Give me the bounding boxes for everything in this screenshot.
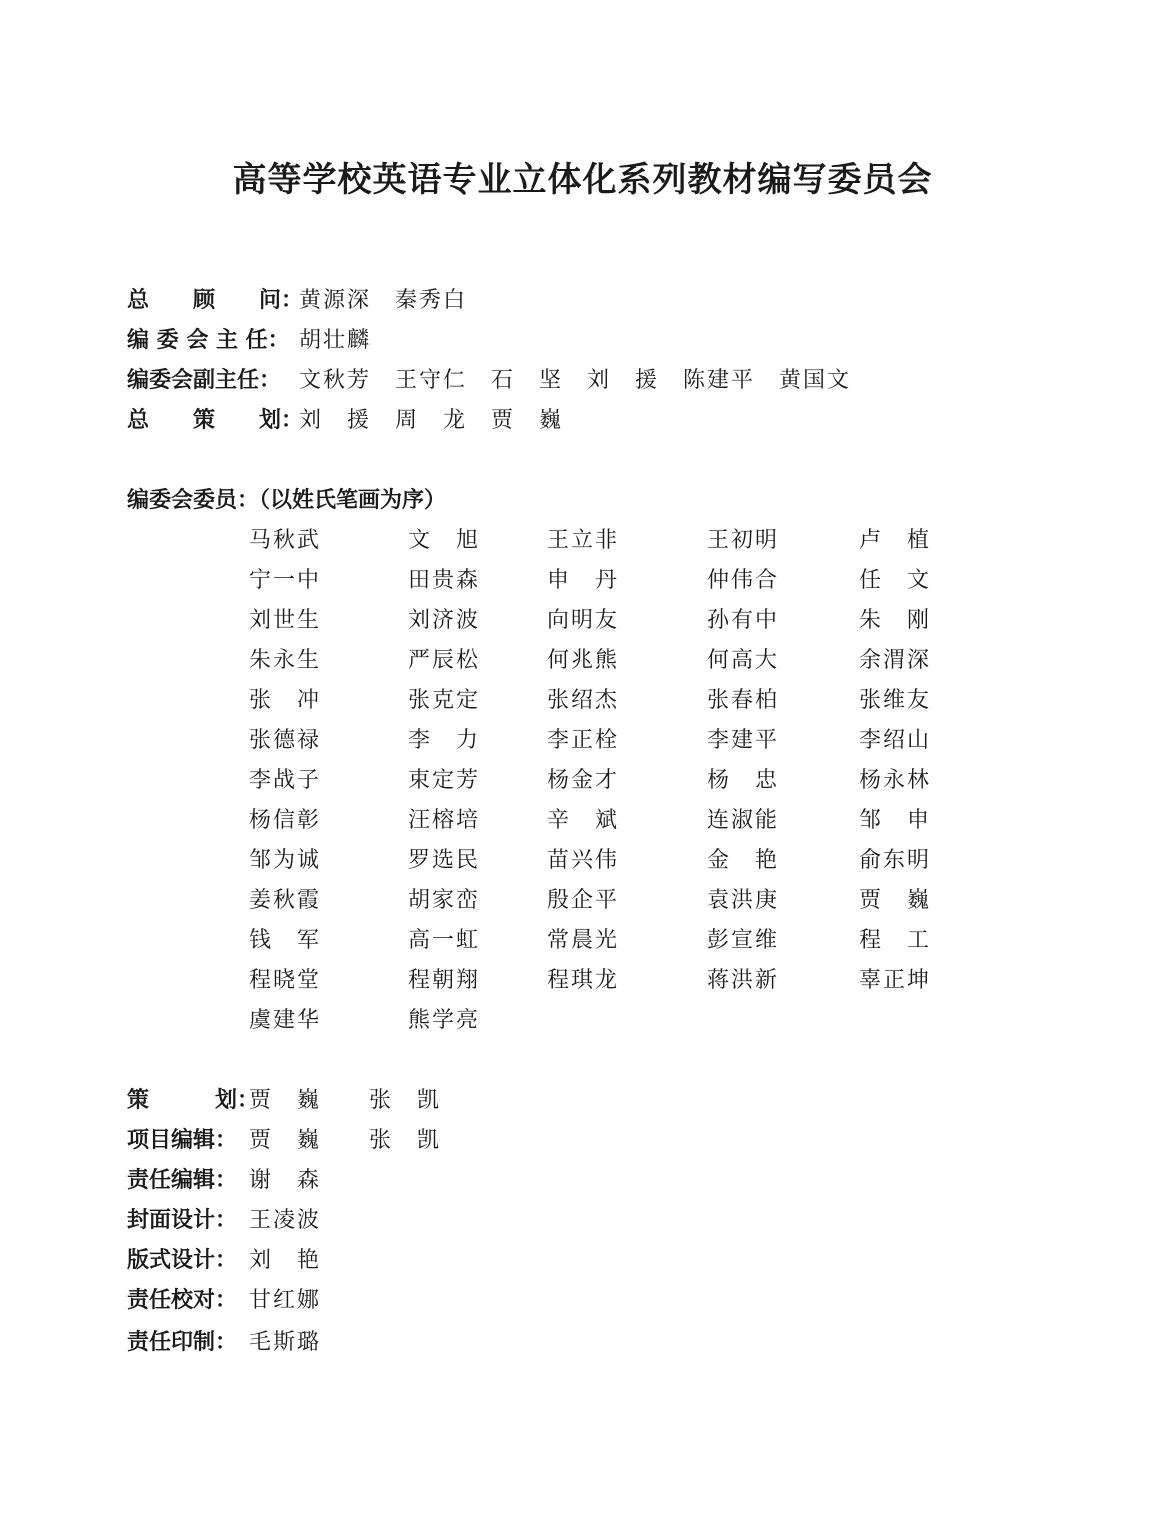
role-value: 甘红娜 bbox=[249, 1288, 322, 1313]
role-label: 责任印制： bbox=[127, 1330, 238, 1355]
members-row bbox=[249, 1001, 949, 1041]
role-value: 胡壮麟 bbox=[299, 328, 372, 353]
member-name: 张绍杰 bbox=[547, 688, 620, 713]
members-row bbox=[249, 641, 949, 681]
member-name: 王初明 bbox=[707, 528, 780, 553]
member-name: 张 冲 bbox=[249, 688, 322, 713]
member-name: 杨 忠 bbox=[707, 768, 780, 793]
members-row bbox=[249, 761, 949, 801]
member-name: 张德禄 bbox=[249, 728, 322, 753]
member-name: 刘济波 bbox=[408, 608, 481, 633]
members-row bbox=[249, 881, 949, 921]
member-name: 张维友 bbox=[859, 688, 932, 713]
member-name: 常晨光 bbox=[547, 928, 620, 953]
member-name: 余渭深 bbox=[859, 648, 932, 673]
members-heading: 编委会委员：（以姓氏笔画为序） bbox=[127, 488, 447, 513]
member-name: 束定芳 bbox=[408, 768, 481, 793]
role-value: 贾 巍 张 凯 bbox=[249, 1088, 442, 1113]
member-name: 杨信彰 bbox=[249, 808, 322, 833]
member-name: 程晓堂 bbox=[249, 968, 322, 993]
members-row bbox=[249, 801, 949, 841]
role-label: 版式设计： bbox=[127, 1248, 238, 1273]
members-row bbox=[249, 601, 949, 641]
role-label: 总 顾 问： bbox=[127, 288, 304, 313]
member-name: 李正栓 bbox=[547, 728, 620, 753]
member-name: 杨永林 bbox=[859, 768, 932, 793]
role-value: 黄源深 秦秀白 bbox=[299, 288, 468, 313]
member-name: 王立非 bbox=[547, 528, 620, 553]
role-label: 责任校对： bbox=[127, 1288, 238, 1313]
member-name: 程朝翔 bbox=[408, 968, 481, 993]
member-name: 李战子 bbox=[249, 768, 322, 793]
member-name: 仲伟合 bbox=[707, 568, 780, 593]
member-name: 辛 斌 bbox=[547, 808, 620, 833]
members-row bbox=[249, 561, 949, 601]
member-name: 张春柏 bbox=[707, 688, 780, 713]
role-value: 毛斯璐 bbox=[249, 1330, 322, 1355]
member-name: 程 工 bbox=[859, 928, 932, 953]
members-row bbox=[249, 681, 949, 721]
member-name: 张克定 bbox=[408, 688, 481, 713]
member-name: 严辰松 bbox=[408, 648, 481, 673]
member-name: 宁一中 bbox=[249, 568, 322, 593]
role-value: 文秋芳 王守仁 石 坚 刘 援 陈建平 黄国文 bbox=[299, 368, 852, 393]
members-row bbox=[249, 841, 949, 881]
member-name: 向明友 bbox=[547, 608, 620, 633]
member-name: 彭宣维 bbox=[707, 928, 780, 953]
member-name: 何高大 bbox=[707, 648, 780, 673]
role-value: 王凌波 bbox=[249, 1208, 322, 1233]
member-name: 李建平 bbox=[707, 728, 780, 753]
member-name: 刘世生 bbox=[249, 608, 322, 633]
role-label: 封面设计： bbox=[127, 1208, 238, 1233]
member-name: 贾 巍 bbox=[859, 888, 932, 913]
member-name: 申 丹 bbox=[547, 568, 620, 593]
member-name: 卢 植 bbox=[859, 528, 932, 553]
member-name: 连淑能 bbox=[707, 808, 780, 833]
role-value: 刘 援 周 龙 贾 巍 bbox=[299, 408, 564, 433]
member-name: 孙有中 bbox=[707, 608, 780, 633]
member-name: 虞建华 bbox=[249, 1008, 322, 1033]
member-name: 李 力 bbox=[408, 728, 481, 753]
role-label: 总 策 划： bbox=[127, 408, 304, 433]
member-name: 金 艳 bbox=[707, 848, 780, 873]
member-name: 杨金才 bbox=[547, 768, 620, 793]
member-name: 胡家峦 bbox=[408, 888, 481, 913]
member-name: 程琪龙 bbox=[547, 968, 620, 993]
members-grid bbox=[249, 521, 949, 1041]
role-label: 项目编辑： bbox=[127, 1128, 238, 1153]
member-name: 苗兴伟 bbox=[547, 848, 620, 873]
members-row bbox=[249, 521, 949, 561]
role-value: 谢 森 bbox=[249, 1168, 322, 1193]
member-name: 袁洪庚 bbox=[707, 888, 780, 913]
member-name: 任 文 bbox=[859, 568, 932, 593]
member-name: 俞东明 bbox=[859, 848, 932, 873]
members-row bbox=[249, 921, 949, 961]
role-label: 策 划： bbox=[127, 1088, 260, 1113]
role-label: 编委会副主任： bbox=[127, 368, 282, 393]
member-name: 熊学亮 bbox=[408, 1008, 481, 1033]
member-name: 辜正坤 bbox=[859, 968, 932, 993]
member-name: 高一虹 bbox=[408, 928, 481, 953]
members-row bbox=[249, 721, 949, 761]
role-label: 编 委 会 主 任： bbox=[127, 328, 290, 353]
member-name: 李绍山 bbox=[859, 728, 932, 753]
role-value: 贾 巍 张 凯 bbox=[249, 1128, 442, 1153]
member-name: 邹 申 bbox=[859, 808, 932, 833]
member-name: 田贵森 bbox=[408, 568, 481, 593]
role-label: 责任编辑： bbox=[127, 1168, 238, 1193]
member-name: 罗选民 bbox=[408, 848, 481, 873]
members-row bbox=[249, 961, 949, 1001]
member-name: 朱 刚 bbox=[859, 608, 932, 633]
member-name: 何兆熊 bbox=[547, 648, 620, 673]
member-name: 邹为诚 bbox=[249, 848, 322, 873]
page-title: 高等学校英语专业立体化系列教材编写委员会 bbox=[232, 160, 933, 200]
member-name: 朱永生 bbox=[249, 648, 322, 673]
member-name: 殷企平 bbox=[547, 888, 620, 913]
member-name: 姜秋霞 bbox=[249, 888, 322, 913]
role-value: 刘 艳 bbox=[249, 1248, 322, 1273]
member-name: 马秋武 bbox=[249, 528, 322, 553]
member-name: 蒋洪新 bbox=[707, 968, 780, 993]
member-name: 汪榕培 bbox=[408, 808, 481, 833]
member-name: 文 旭 bbox=[408, 528, 481, 553]
member-name: 钱 军 bbox=[249, 928, 322, 953]
